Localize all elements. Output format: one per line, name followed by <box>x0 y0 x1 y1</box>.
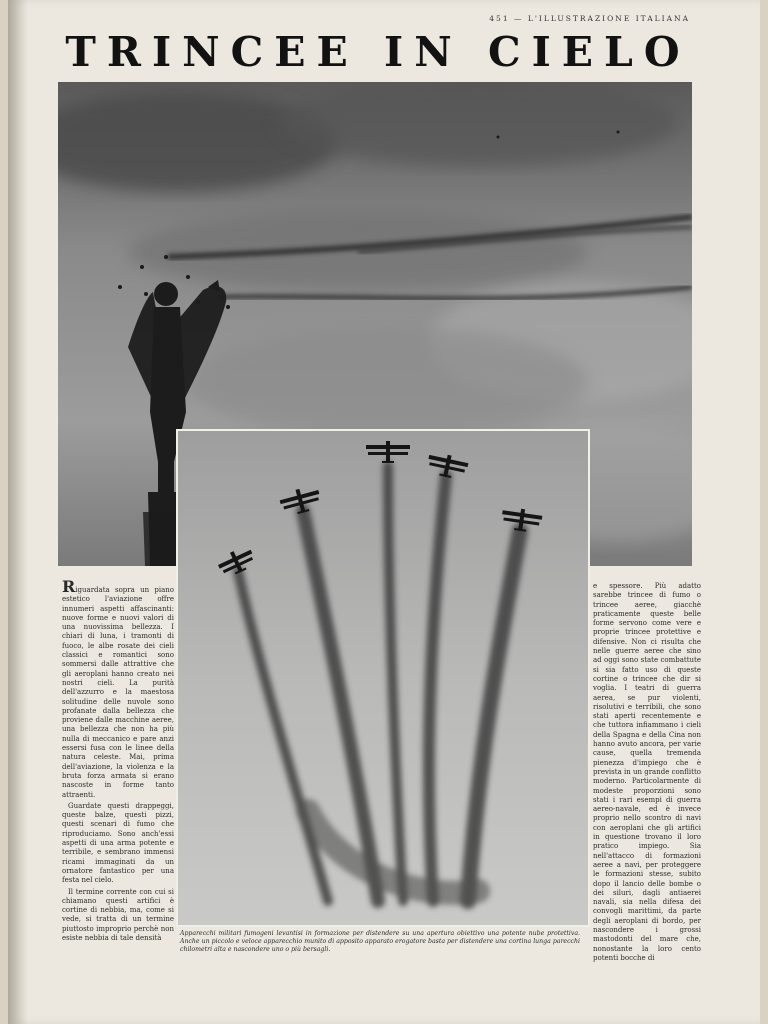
running-head: 451 — L'ILLUSTRAZIONE ITALIANA <box>489 14 690 23</box>
magazine-page <box>8 0 760 1024</box>
photo-caption: Apparecchi militari fumogeni levantisi in formazione per distendere su una apertura obiettivo una potente nube protettiva. Anche un piccolo e veloce apparecchio munito di apposito apparato erogatore basta per distendere una cortina lunga parecchi chilometri alta e nascondere uno o più bersagli. <box>180 930 580 953</box>
page-gutter-shadow <box>8 0 28 1024</box>
article-paragraph: Guardate questi drappeggi, queste balze, questi pizzi, questi scenari di fumo che riproduciamo. Sono anch'essi aspetti di una arma potente e terribile, e sembrano immensi ricami immaginati da un ornatore fantastico per una festa nel cielo. <box>62 801 174 885</box>
article-paragraph: Il termine corrente con cui si chiamano questi artifici è cortine di nebbia, ma, come si vede, si tratta di un termine piuttosto improprio perchè non esiste nebbia di tale densità <box>62 887 174 942</box>
inset-photograph <box>176 429 590 927</box>
article-right-column <box>593 582 701 963</box>
page-title: TRINCEE IN CIELO <box>65 28 691 76</box>
biplanes-smoke-image <box>178 431 588 925</box>
article-left-column <box>62 577 174 945</box>
article-paragraph: e spessore. Più adatto sarebbe trincee di fumo o trincee aeree, giacchè praticamente queste belle forme servono come vere e proprie trincee protettive e difensive. Non ci risulta che nelle guerre aeree che sino ad oggi sono state combattute si sia fatto uso di queste cortine o trincee che dir si voglia. I teatri di guerra aerea, se pur violenti, risolutivi e terribili, che sono stati aperti recentemente e che tuttora infiammano i cieli della Spagna e della Cina non hanno avuto ancora, per varie cause, quella tremenda pienezza d'impiego che è prevista in un grande conflitto moderno. Particolarmente di modeste proporzioni sono stati i rari esempi di guerra aereo-navale, ed è invece proprio nello scontro di navi con aeroplani che gli artifici in questione trovano il loro pratico impiego. Sia nell'attacco di formazioni aeree a navi, per proteggere le formazioni stesse, subito dopo il lancio delle bombe o dei siluri, dagli antiaerei navali, sia nella difesa dei convogli marittimi, da parte degli aeroplani di bordo, per nascondere i grossi mastodonti del mare che, nonostante la loro cento potenti bocche di <box>593 582 701 962</box>
article-paragraph: Riguardata sopra un piano estetico l'aviazione offre innumeri aspetti affascinanti: nuove forme e nuovi valori di una nuovissima bellezza. I chiari di luna, i tramonti di fuoco, le albe rosate dei cieli classici e romantici sono sommersi dalle attrattive che gli aeroplani hanno creato nei nostri cieli. La purità dell'azzurro e la maestosa solitudine delle nuvole sono profanate dalla bellezza che proviene dalle macchine aeree, una bellezza che non ha più nulla di meccanico e pare anzi essersi fusa con le linee della natura celeste. Mai, prima dell'aviazione, la violenza e la bruta forza armata si erano nascoste in forme tanto attraenti. <box>62 577 174 799</box>
